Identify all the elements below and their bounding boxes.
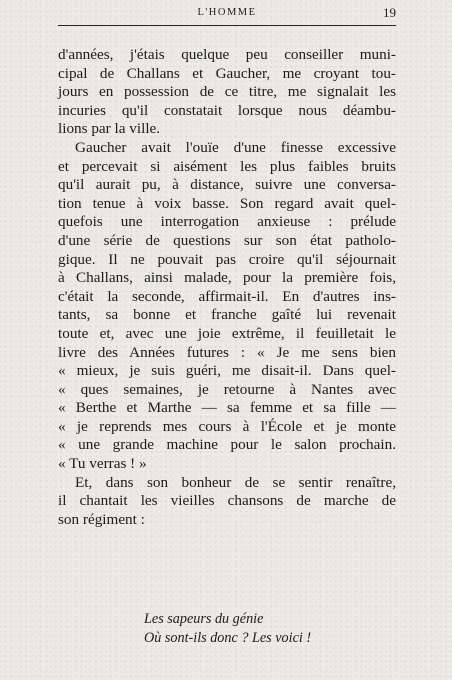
text-line: à Challans, ainsi malade, pour la première fois, [58,269,396,287]
text-line: c'était la seconde, affirmait-il. En d'autres ins- [58,287,396,305]
text-line: « Berthe et Marthe — sa femme et sa fille — [58,399,396,417]
verse-line: Où sont-ils donc ? Les voici ! [144,629,312,646]
text-line: Gaucher avait l'ouïe d'une finesse excessive [75,138,396,156]
text-line: son régiment : [58,510,145,528]
text-line: « ques semaines, je retourne à Nantes avec [58,380,396,398]
text-line: Et, dans son bonheur de se sentir renaître, [75,473,396,491]
verse-line: Les sapeurs du génie [144,611,264,627]
text-line: tants, sa bonne et franche gaîté lui revenait [58,306,396,324]
text-line: « Tu verras ! » [58,455,147,473]
body-text [58,46,396,529]
text-line: « mieux, je suis guéri, me disait-il. Dans quel- [58,362,396,380]
text-line: incuries qu'il constatait lorsque nous déambu- [58,101,396,119]
text-line: il chantait les vieilles chansons de marche de [58,492,396,510]
page-header [58,4,396,26]
text-line: et percevait si aisément les plus faibles bruits [58,157,396,175]
text-line: jours en possession de ce titre, me signalait les [58,83,396,101]
running-title: L'HOMME [197,7,257,18]
text-line: gique. Il ne pouvait pas croire qu'il séjournait [58,250,396,268]
text-line: lions par la ville. [58,120,161,138]
text-line: d'une série de questions sur son état patholo- [58,231,396,249]
text-line: « une grande machine pour le salon prochain. [58,436,396,454]
text-line: d'années, j'étais quelque peu conseiller muni- [58,46,396,63]
text-line: tion tenue à voix basse. Son regard avait quel- [58,194,396,212]
text-line: toute et, avec une joie extrême, il feuilletait le [58,324,396,342]
text-line: « je reprends mes cours à l'École et je monte [58,417,396,435]
header-rule [58,25,396,26]
page-number: 19 [383,5,396,20]
text-line: cipal de Challans et Gaucher, me croyant tou- [58,64,396,82]
text-line: livre des Années futures : « Je me sens bien [58,343,396,361]
verse-quote [58,610,396,647]
text-line: quefois une interrogation anxieuse : prélude [58,213,396,231]
text-line: qu'il aurait pu, à distance, suivre une conversa- [58,176,396,194]
